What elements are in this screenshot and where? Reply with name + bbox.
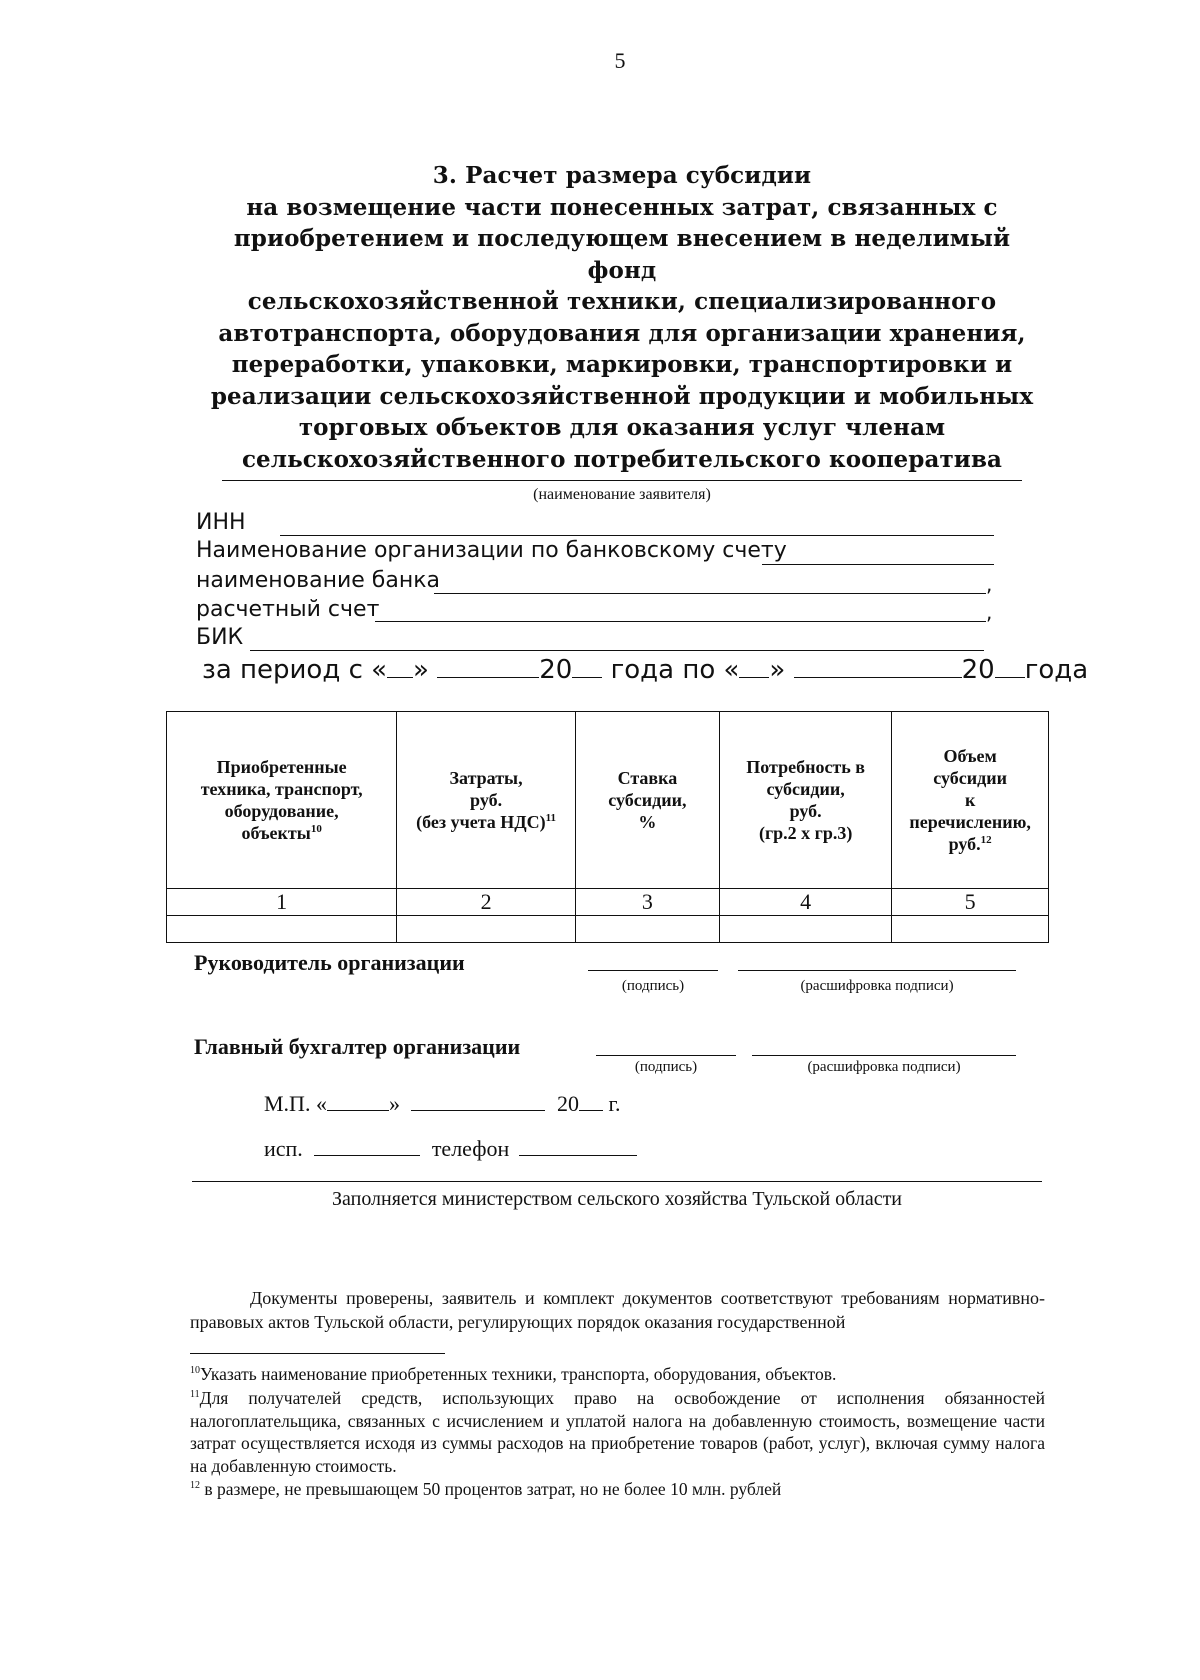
- footnote-divider: [190, 1353, 445, 1354]
- title-line: переработки, упаковки, маркировки, транспортировки и: [231, 351, 1013, 378]
- period-from-month-field[interactable]: [437, 655, 539, 678]
- account-field[interactable]: [375, 621, 986, 622]
- verification-text: Документы проверены, заявитель и комплект документов соответствуют требованиям нормативно-правовых актов Тульской области, регулирующих порядок оказания государственной: [190, 1288, 1045, 1332]
- stamp-month-field[interactable]: [411, 1092, 545, 1111]
- column-number-cell: 3: [575, 889, 719, 916]
- table-input-cell[interactable]: [575, 916, 719, 943]
- table-input-cell[interactable]: [167, 916, 397, 943]
- stamp-date-row: [264, 1091, 621, 1117]
- accountant-decoding-field[interactable]: [752, 1055, 1016, 1056]
- year-prefix: 20: [961, 655, 995, 685]
- table-input-cell[interactable]: [397, 916, 575, 943]
- column-number-cell: 4: [720, 889, 892, 916]
- bank-name-label: наименование банка: [196, 568, 440, 593]
- head-signature-field[interactable]: [588, 970, 718, 971]
- period-to-month-field[interactable]: [794, 655, 962, 678]
- header-cell: Ставка субсидии, %: [575, 712, 719, 889]
- period-suffix: года: [1024, 655, 1089, 685]
- title-line: реализации сельскохозяйственной продукции и мобильных: [210, 382, 1034, 410]
- comma: ,: [986, 572, 993, 596]
- year-prefix: 20: [539, 655, 573, 685]
- executor-row: [264, 1136, 637, 1162]
- close-quote: »: [769, 655, 786, 685]
- table-row: [167, 916, 1049, 943]
- inn-field[interactable]: [280, 535, 994, 536]
- comma: ,: [986, 600, 993, 624]
- phone-label: телефон: [431, 1136, 510, 1161]
- phone-field[interactable]: [519, 1137, 637, 1156]
- close-quote: »: [413, 655, 429, 685]
- period-to-year-field[interactable]: [995, 655, 1025, 678]
- org-name-label: Наименование организации по банковскому счету: [196, 538, 787, 563]
- period-to-day-field[interactable]: [739, 655, 769, 678]
- mp-prefix: М.П. «: [264, 1091, 327, 1116]
- executor-field[interactable]: [314, 1137, 420, 1156]
- accountant-signature-label: Главный бухгалтер организации: [194, 1034, 521, 1059]
- title-line: приобретением и последующем внесением в неделимый фонд: [233, 225, 1011, 284]
- bik-label: БИК: [196, 625, 244, 650]
- bik-field[interactable]: [250, 650, 984, 651]
- account-label: расчетный счет: [196, 597, 380, 622]
- footnote-11: $^{11}$Для получателей средств, использующих право на освобождение от исполнения обязанностей налогоплательщика, связанных с исчислением и уплатой налога на добавленную стоимость, возмещение части затрат осуществляется исходя из суммы расходов на приобретение товаров (работ, услуг), включая сумму налога на добавленную стоимость.: [190, 1388, 1045, 1476]
- table-header-row: [167, 712, 1049, 889]
- applicant-caption: (наименование заявителя): [533, 486, 711, 503]
- header-cell: Затраты, руб. (без учета НДС)$^{11}$: [397, 712, 575, 889]
- title-line: сельскохозяйственного потребительского кооператива: [241, 445, 1003, 473]
- column-number-cell: 1: [167, 889, 397, 916]
- title-line: торговых объектов для оказания услуг членам: [298, 414, 946, 441]
- year-suffix: г.: [608, 1091, 621, 1116]
- title-line: автотранспорта, оборудования для организации хранения,: [218, 319, 1026, 347]
- stamp-year-field[interactable]: [579, 1092, 603, 1111]
- year-prefix: 20: [556, 1091, 579, 1116]
- section-title: [200, 160, 1044, 475]
- applicant-name-field[interactable]: [222, 480, 1022, 481]
- header-cell: Потребность в субсидии, руб. (гр.2 х гр.3): [720, 712, 892, 889]
- period-prefix: за период с «: [202, 655, 388, 685]
- column-number-cell: 5: [892, 889, 1049, 916]
- footnote-10: $^{10}$Указать наименование приобретенных техники, транспорта, оборудования, объектов.: [190, 1364, 837, 1384]
- subsidy-table: [166, 711, 1049, 943]
- accountant-signature-field[interactable]: [596, 1055, 736, 1056]
- signature-caption: (подпись): [621, 978, 685, 994]
- section-divider: [192, 1181, 1042, 1182]
- head-decoding-field[interactable]: [738, 970, 1016, 971]
- head-signature-label: Руководитель организации: [194, 950, 465, 975]
- stamp-day-field[interactable]: [327, 1092, 389, 1111]
- period-row: [202, 655, 1088, 685]
- page-number: 5: [614, 48, 626, 73]
- title-line: на возмещение части понесенных затрат, связанных с: [246, 193, 998, 221]
- executor-label: исп.: [264, 1136, 303, 1161]
- table-column-numbers-row: [167, 889, 1049, 916]
- header-cell: Объем субсидии к перечислению, руб.$^{12}$: [892, 712, 1049, 889]
- org-name-field[interactable]: [762, 564, 994, 565]
- period-from-year-field[interactable]: [572, 655, 602, 678]
- table-input-cell[interactable]: [720, 916, 892, 943]
- footnote-12: $^{12}$ в размере, не превышающем 50 процентов затрат, но не более 10 млн. рублей: [190, 1479, 782, 1499]
- column-number-cell: 2: [397, 889, 575, 916]
- decoding-caption: (расшифровка подписи): [800, 978, 954, 994]
- decoding-caption: (расшифровка подписи): [807, 1059, 961, 1075]
- ministry-note: Заполняется министерством сельского хозяйства Тульской области: [331, 1188, 903, 1210]
- bank-name-field[interactable]: [434, 593, 986, 594]
- title-line: сельскохозяйственной техники, специализированного: [247, 288, 997, 315]
- table-input-cell[interactable]: [892, 916, 1049, 943]
- header-cell: Приобретенные техника, транспорт, оборудование, объекты$^{10}$: [167, 712, 397, 889]
- period-middle: года по «: [610, 655, 740, 685]
- signature-caption: (подпись): [634, 1059, 698, 1075]
- title-line: 3. Расчет размера субсидии: [432, 162, 812, 189]
- period-from-day-field[interactable]: [387, 655, 413, 678]
- inn-label: ИНН: [196, 510, 246, 535]
- close-quote: »: [388, 1091, 400, 1116]
